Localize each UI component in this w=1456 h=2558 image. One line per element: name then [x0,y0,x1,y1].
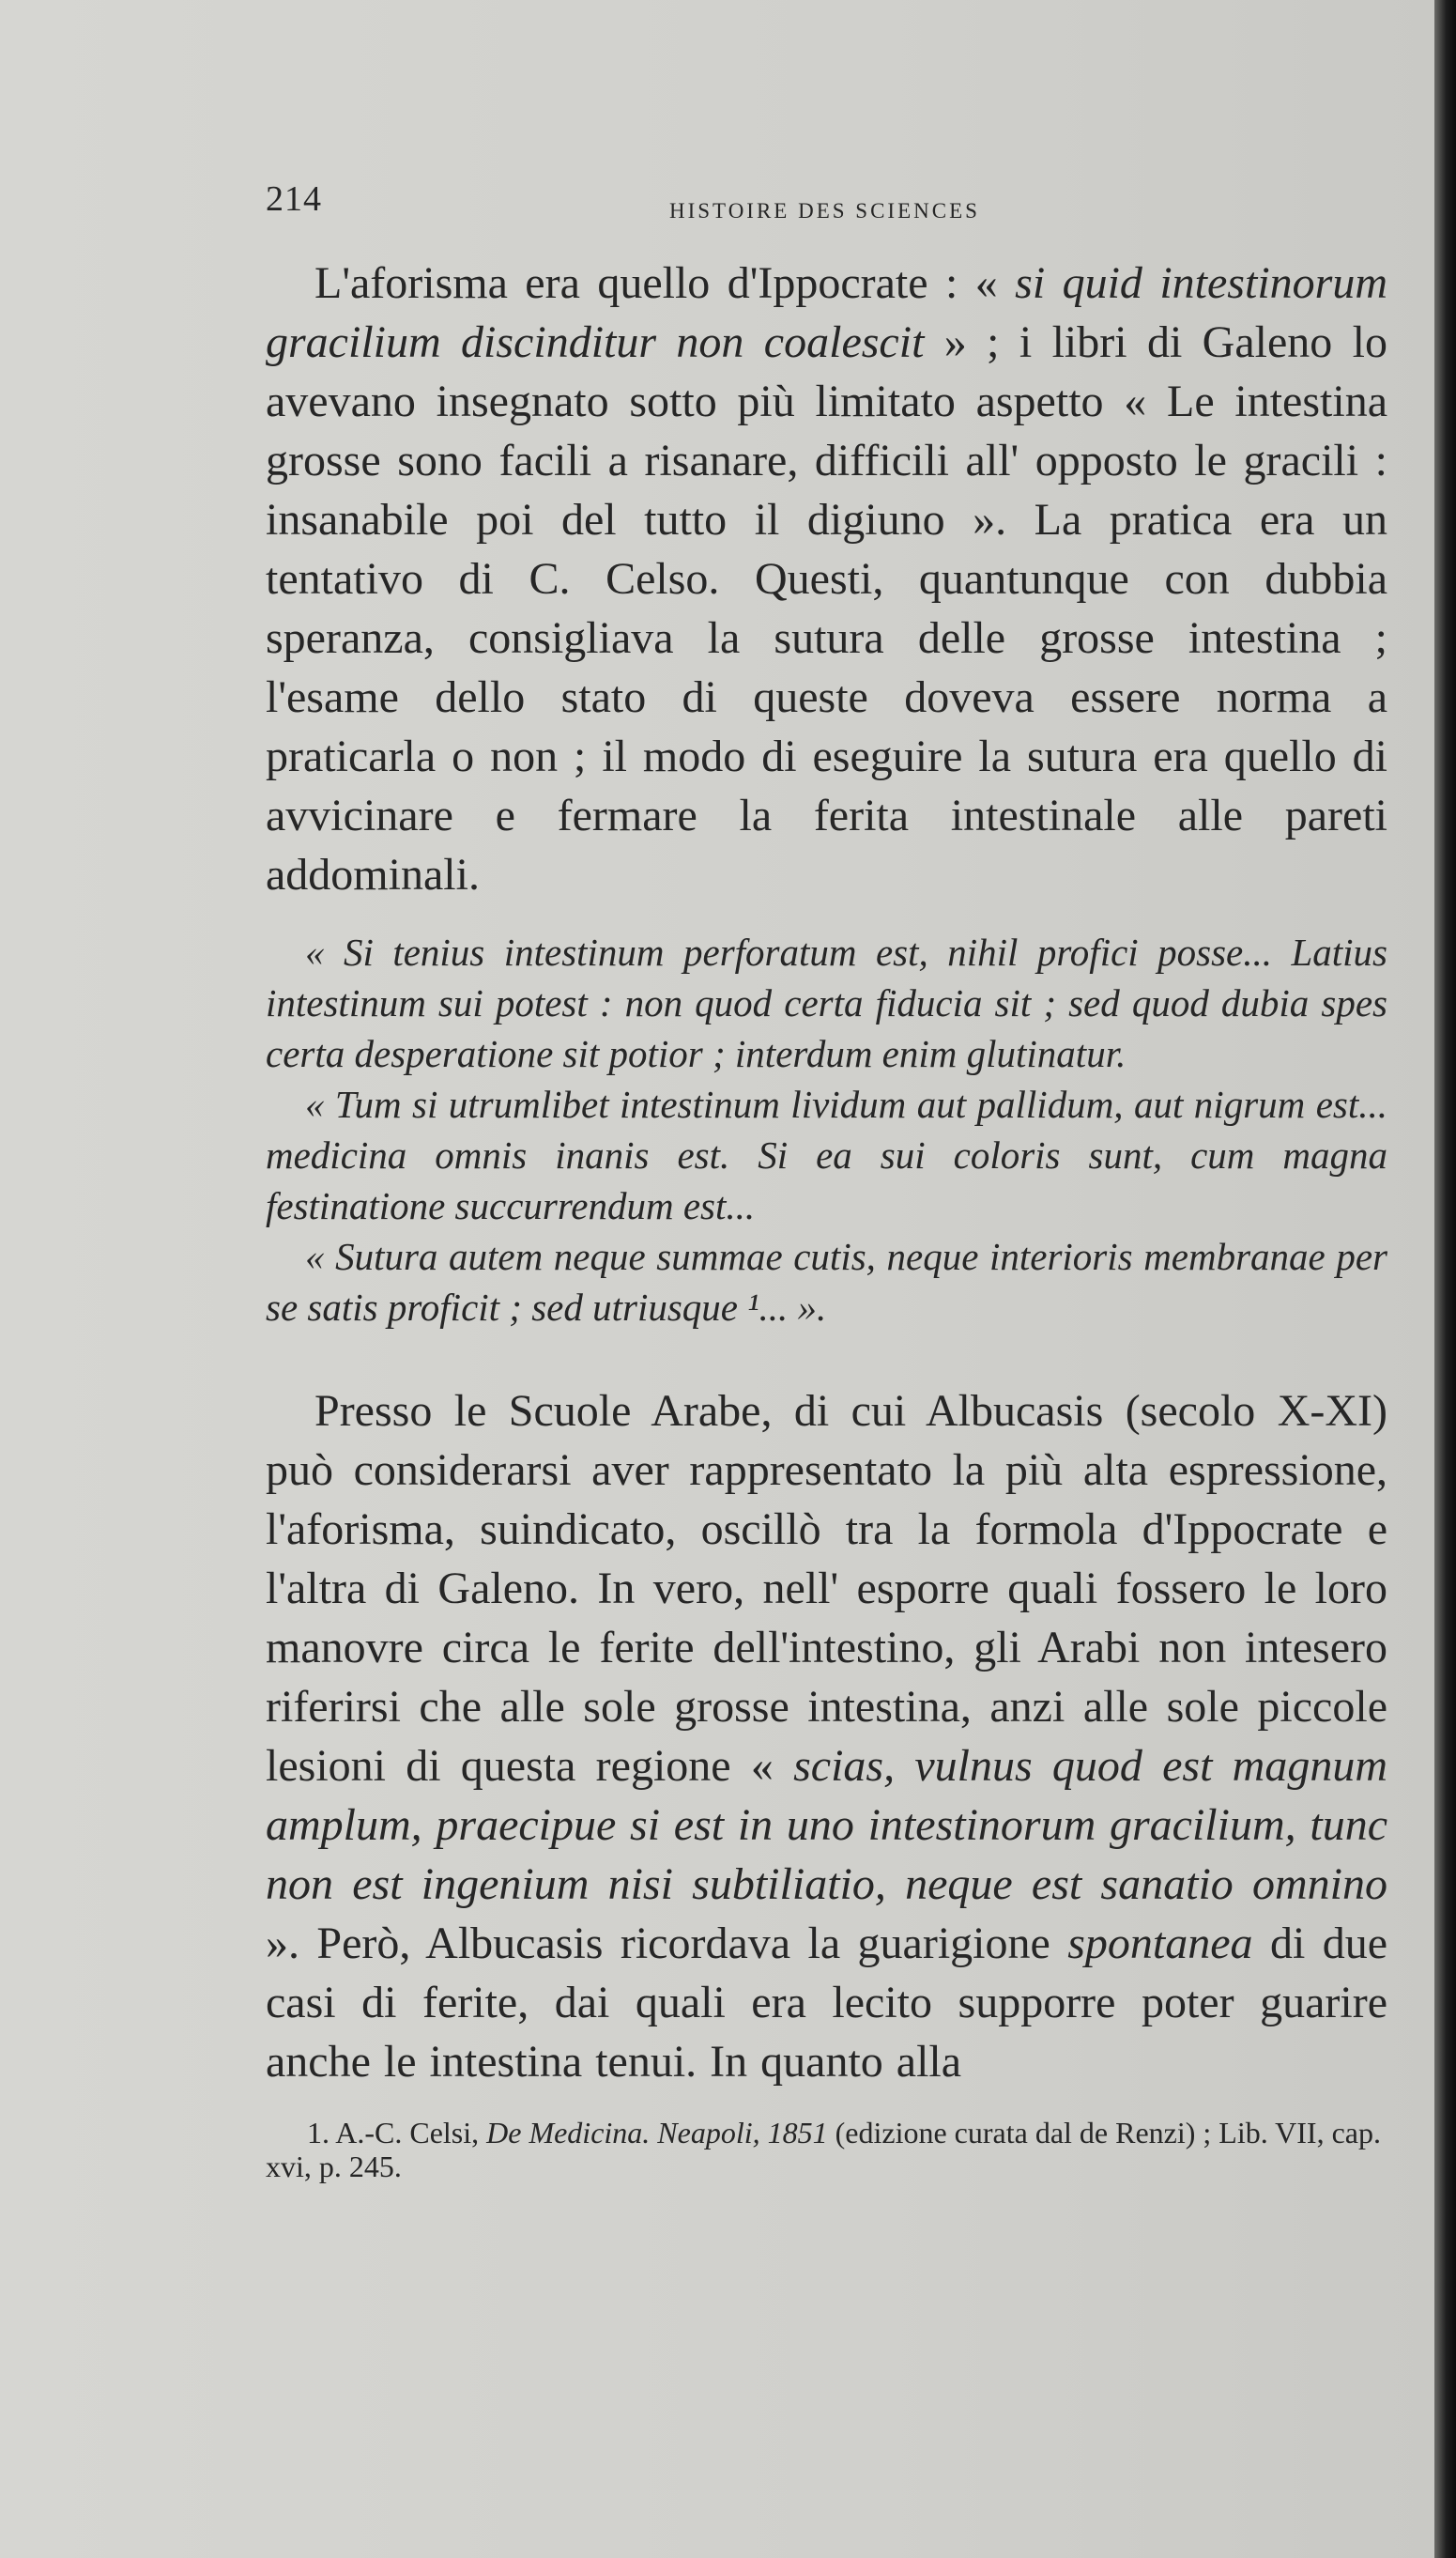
latin-citation: scias, vulnus quod est magnum amplum, praecipue si est in uno intestinorum gracilium, tunc non est ingenium nisi subtiliatio, neque est sanatio omnino [266,1741,1387,1909]
latin-citation: si quid intestinorum gracilium discinditur non coalescit [266,258,1388,367]
paragraph-text: » ; i libri di Galeno lo avevano insegnato sotto più limitato aspetto « Le intestina grosse sono facili a risanare, difficili all' opposto le gracili : insanabile poi del tutto il digiuno ». La pratica era un tentativo di C. Celso. Questi, quantunque con dubbia speranza, consigliava la sutura delle grosse intestina ; l'esame dello stato di queste doveva essere norma a praticarla o non ; il modo di eseguire la sutura era quello di avvicinare e fermare la ferita intestinale alle pareti addominali. [266,317,1387,900]
book-spine-shadow [1434,0,1456,2558]
footnote-title: De Medicina. Neapoli, 1851 [486,2116,828,2150]
footnote [266,2116,1387,2183]
footnote-text: 1. A.-C. Celsi, [307,2116,487,2150]
paragraph-text: ». Però, Albucasis ricordava la guarigione [266,1918,1068,1968]
latin-quote: « Tum si utrumlibet intestinum lividum aut pallidum, aut nigrum est... medicina omnis inanis est. Si ea sui coloris sunt, cum magna festinatione succurrendum est... [266,1083,1387,1227]
paragraph [266,254,1387,904]
latin-quote: « Sutura autem neque summae cutis, neque interioris membranae per se satis proficit ; sed utriusque ¹... ». [266,1235,1387,1329]
paragraph [266,1381,1387,2091]
paragraph-text: L'aforisma era quello d'Ippocrate : « [314,258,1016,308]
latin-quotation-block [266,927,1387,1333]
footnote-text: (edizione curata dal de Renzi) ; Lib. VII, cap. xvi, p. 245. [266,2116,1381,2183]
paragraph-text: Presso le Scuole Arabe, di cui Albucasis (secolo X-XI) può considerarsi aver rappresentato la più alta espressione, l'aforisma, suindicato, oscillò tra la formola d'Ippocrate e l'altra di Galeno. In vero, nell' esporre quali fossero le loro manovre circa le ferite dell'intestino, gli Arabi non intesero riferirsi che alle sole grosse intestina, anzi alle sole piccole lesioni di questa regione « [266,1386,1387,1791]
page-number: 214 [266,179,322,219]
emphasized-word: spontanea [1067,1918,1253,1968]
running-title: HISTOIRE DES SCIENCES [669,199,980,223]
body-text [266,254,1387,2183]
latin-quote: « Si tenius intestinum perforatum est, nihil profici posse... Latius intestinum sui potest : non quod certa fiducia sit ; sed quod dubia spes certa desperatione sit potior ; interdum enim glutinatur. [266,931,1387,1075]
page-header [266,178,1392,235]
paragraph-text: di due casi di ferite, dai quali era lecito supporre poter guarire anche le intestina tenui. In quanto alla [266,1918,1388,2087]
